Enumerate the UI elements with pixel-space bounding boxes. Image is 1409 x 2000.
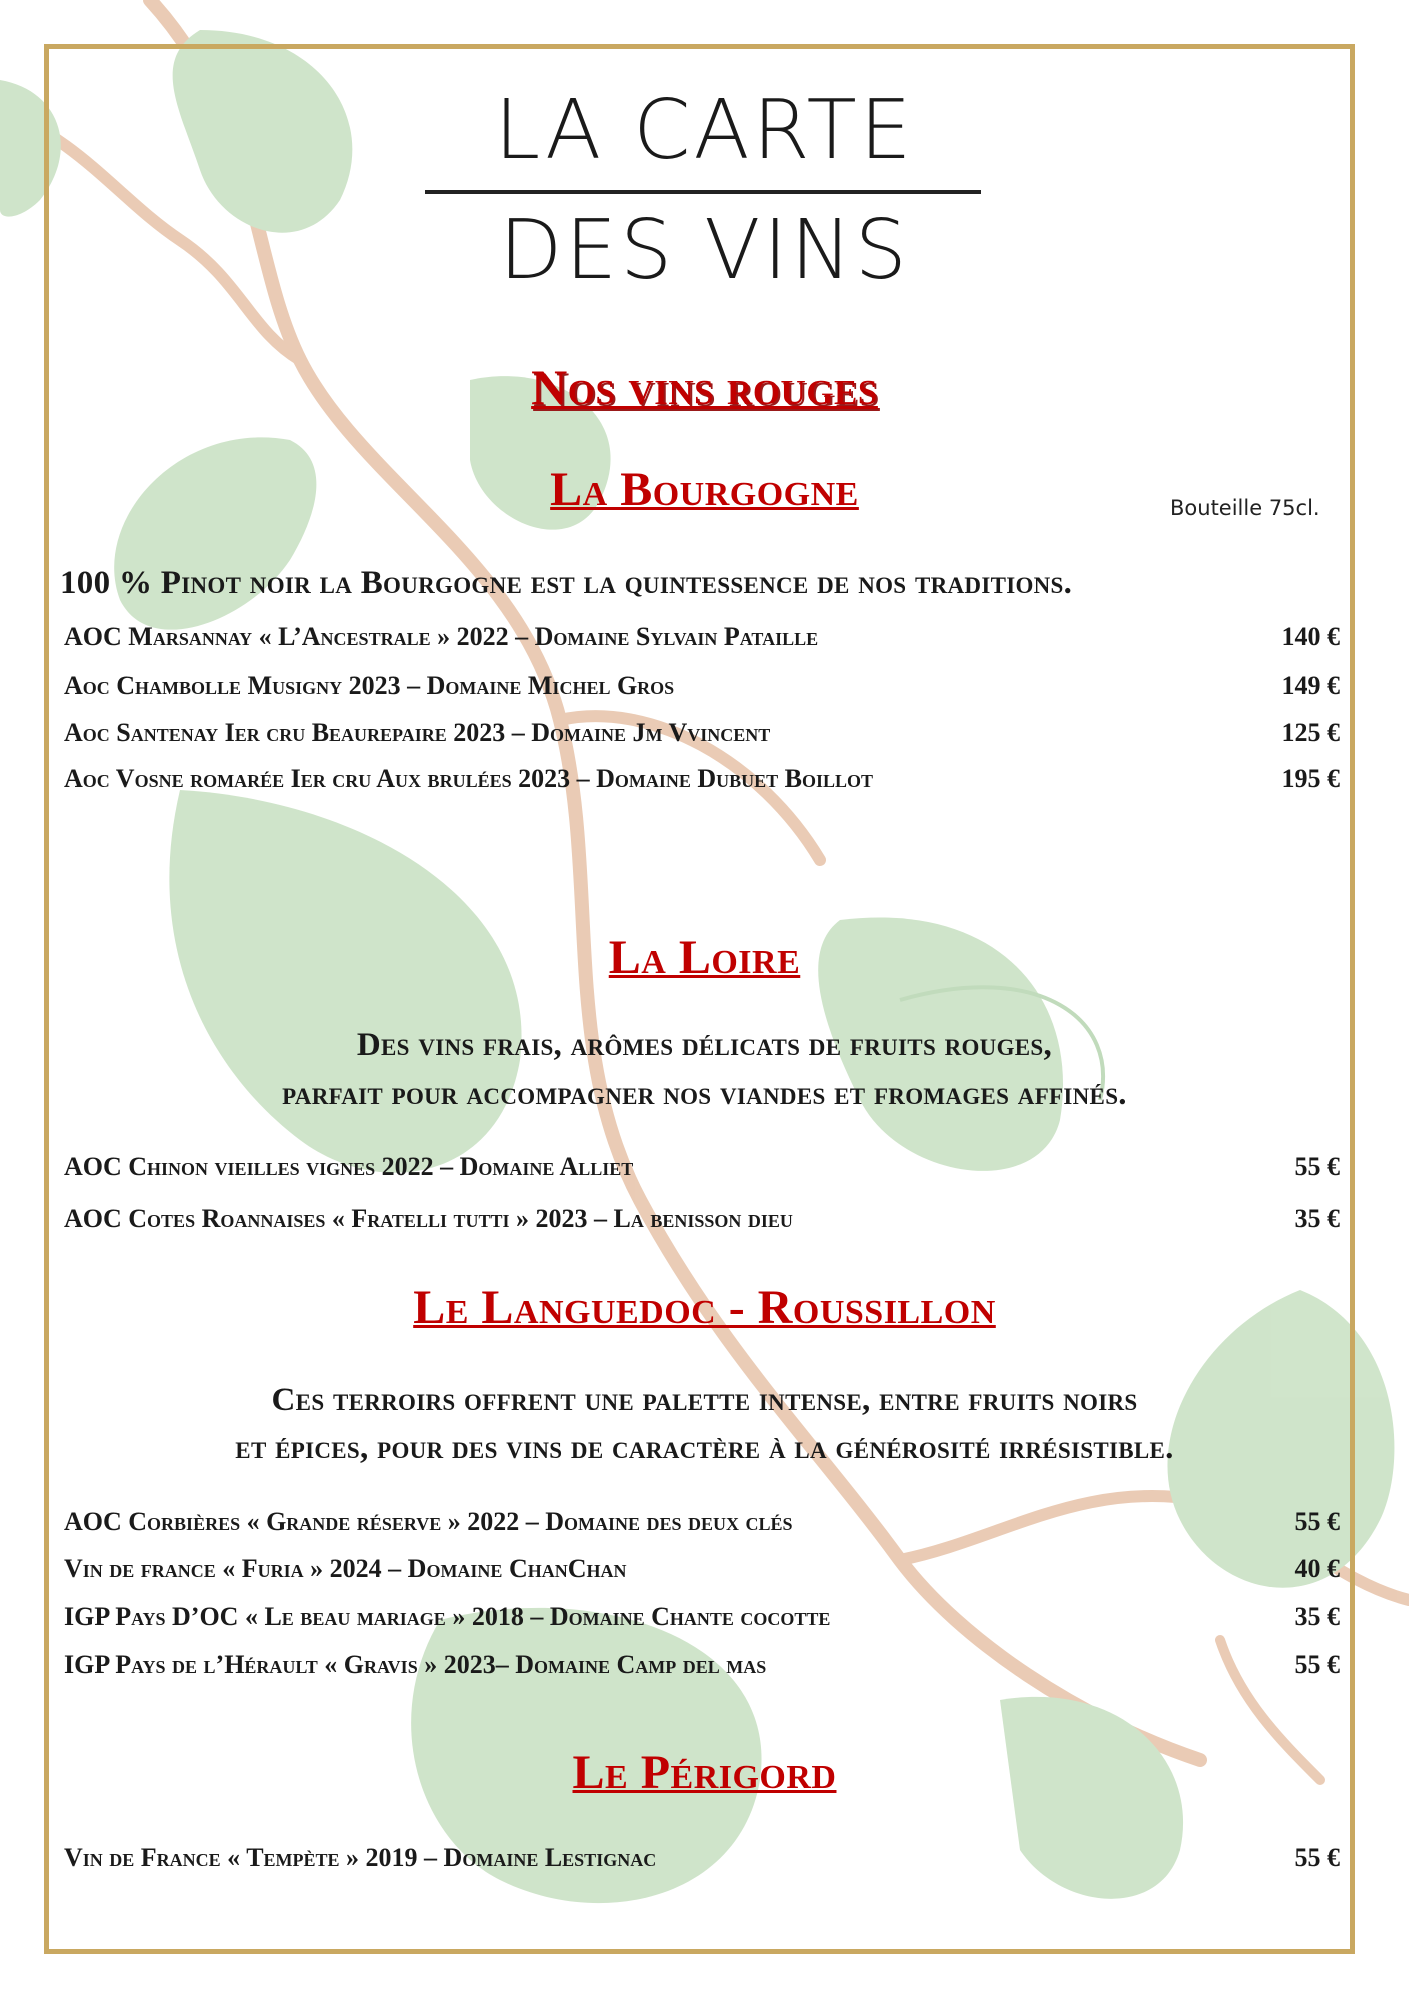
wine-name: Aoc Vosne romarée Ier cru Aux brulées 2023 – Domaine Dubuet Boillot	[64, 764, 874, 793]
wine-name: AOC Chinon vieilles vignes 2022 – Domaine Alliet	[64, 1152, 634, 1181]
section-heading-languedoc-roussillon: Le Languedoc - Roussillon	[413, 1281, 996, 1334]
wine-row	[64, 1152, 1340, 1192]
wine-row	[64, 1204, 1340, 1244]
wine-name: IGP Pays D’OC « Le beau mariage » 2018 – Domaine Chante cocotte	[64, 1602, 831, 1631]
wine-price: 55 €	[1294, 1507, 1340, 1536]
wine-name: Vin de France « Tempète » 2019 – Domaine Lestignac	[64, 1843, 657, 1872]
wine-price: 40 €	[1294, 1554, 1340, 1583]
wine-row	[64, 764, 1340, 804]
title-divider	[425, 190, 981, 194]
wine-price: 55 €	[1294, 1152, 1340, 1181]
wine-name: AOC Marsannay « L’Ancestrale » 2022 – Domaine Sylvain Pataille	[64, 622, 819, 651]
section-description-languedoc-line-2: et épices, pour des vins de caractère à la générosité irrésistible.	[235, 1430, 1174, 1466]
wine-price: 149 €	[1281, 671, 1340, 700]
title-line-1: LA CARTE	[494, 83, 915, 178]
wine-price: 35 €	[1294, 1602, 1340, 1631]
wine-row	[64, 1554, 1340, 1594]
section-description-loire-line-1: Des vins frais, arômes délicats de fruits rouges,	[356, 1027, 1053, 1063]
section-description-loire-line-2: parfait pour accompagner nos viandes et fromages affinés.	[282, 1076, 1127, 1112]
bottle-size-note: Bouteille 75cl.	[1170, 496, 1320, 520]
wine-price: 35 €	[1294, 1204, 1340, 1233]
wine-row	[64, 1843, 1340, 1883]
wine-price: 140 €	[1281, 622, 1340, 651]
section-description-bourgogne: 100 % Pinot noir la Bourgogne est la quintessence de nos traditions.	[60, 565, 1073, 601]
section-description-languedoc-line-1: Ces terroirs offrent une palette intense, entre fruits noirs	[271, 1382, 1138, 1418]
wine-name: Aoc Santenay Ier cru Beaurepaire 2023 – Domaine Jm Vvincent	[64, 718, 771, 747]
section-heading-perigord: Le Périgord	[572, 1746, 837, 1799]
wine-name: AOC Corbières « Grande réserve » 2022 – Domaine des deux clés	[64, 1507, 793, 1536]
wine-row	[64, 1507, 1340, 1547]
wine-price: 195 €	[1281, 764, 1340, 793]
title-line-2: DES VINS	[499, 203, 910, 298]
section-heading-bourgogne: La Bourgogne	[550, 463, 859, 516]
wine-name: Vin de france « Furia » 2024 – Domaine ChanChan	[64, 1554, 627, 1583]
wine-price: 55 €	[1294, 1843, 1340, 1872]
wine-row	[64, 671, 1340, 711]
wine-price: 55 €	[1294, 1650, 1340, 1679]
wine-name: IGP Pays de l’Hérault « Gravis » 2023– Domaine Camp del mas	[64, 1650, 767, 1679]
wine-row	[64, 1650, 1340, 1690]
wine-row	[64, 718, 1340, 758]
wine-name: AOC Cotes Roannaises « Fratelli tutti » 2023 – La benisson dieu	[64, 1204, 793, 1233]
wine-name: Aoc Chambolle Musigny 2023 – Domaine Michel Gros	[64, 671, 675, 700]
wine-row	[64, 1602, 1340, 1642]
main-heading: Nos vins rouges	[531, 359, 878, 415]
wine-row	[64, 622, 1340, 662]
section-heading-loire: La Loire	[608, 931, 801, 984]
wine-price: 125 €	[1281, 718, 1340, 747]
